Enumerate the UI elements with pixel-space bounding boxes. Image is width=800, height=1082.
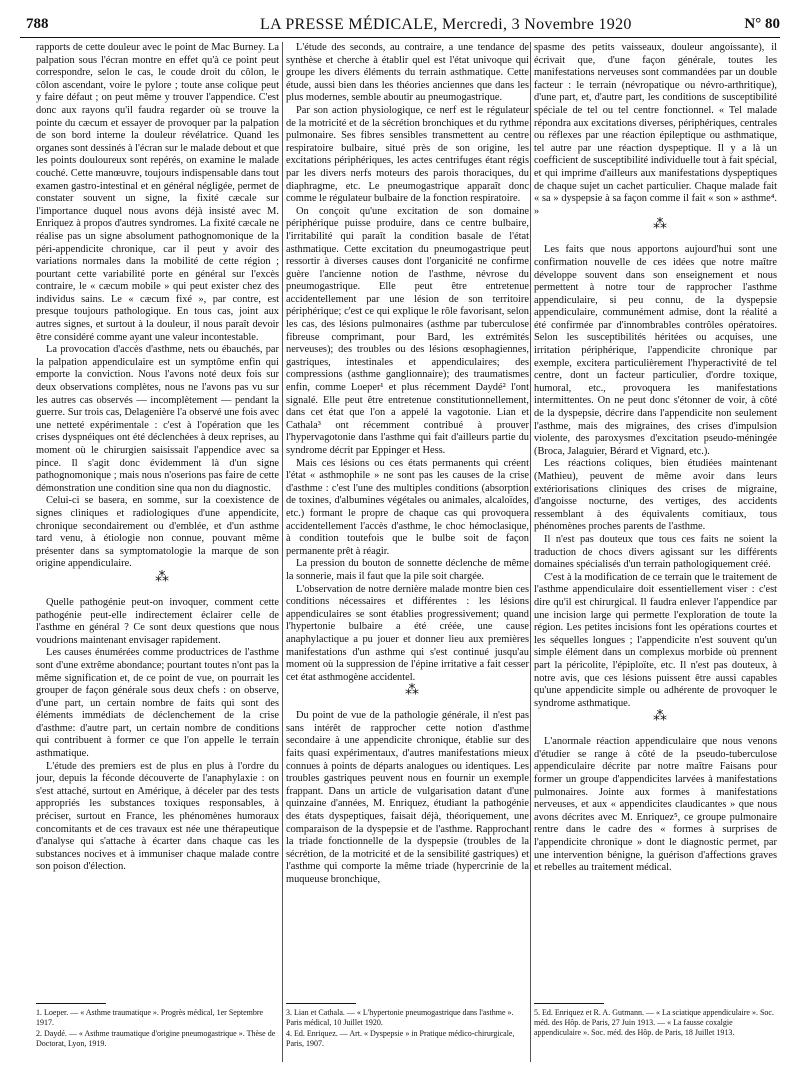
section-separator: ⁂: [653, 217, 668, 233]
column-divider: [282, 42, 283, 1062]
page-number: 788: [26, 16, 49, 32]
footnote: 2. Daydé. — « Asthme traumatique d'origine pneumogastrique ». Thèse de Doctorat, Lyon, 1919.: [36, 1029, 276, 1048]
column-2: [286, 42, 529, 990]
body-paragraph: L'anormale réaction appendiculaire que nous venons d'étudier se range à côté de la pseudo-tuberculose appendiculaire décrite par notre maître Faisans pour former un groupe d'appendicites larvées à manifestations pulmonaires. Jointe aux formes à manifestations nerveuses, et aux « appendicites claudicantes » que nous avons décrites avec M. Enriquez⁵, ce groupe pulmonaire rentre dans le cadre des « formes à surprises de l'appendicite chronique » dont le diagnostic permet, par une intervention bénigne, la guérison d'affections graves et rebelles au traitement médical.: [534, 736, 777, 874]
body-paragraph: Du point de vue de la pathologie générale, il n'est pas sans intérêt de rapprocher cette notion d'asthme secondaire à une appendicite chronique, établie sur des faits quasi expérimentaux, d'autres manifestations mieux connues à points de départs analogues ou identiques. Les troubles gastriques peuvent nous en fournir un exemple frappant. Dans un article de vulgarisation datant d'une quinzaine d'années, M. Enriquez, étudiant la pathogénie des états dyspeptiques, faisait déjà, théoriquement, une comparaison de la dyspepsie et de l'asthme. Rapprochant la triade fonctionnelle de la dyspepsie (troubles de la sécrétion, de la motricité et de la sensibilité gastriques) et l'asthme qui comporte la même triade (hypercrinie de la muqueuse bronchique,: [286, 710, 529, 885]
column-divider: [530, 42, 531, 1062]
footnote: 3. Lian et Cathala. — « L'hypertonie pneumogastrique dans l'asthme ». Paris médical, 10 Juillet 1920.: [286, 1008, 514, 1027]
footnote: 1. Loeper. — « Asthme traumatique ». Progrès médical, 1er Septembre 1917.: [36, 1008, 264, 1027]
body-paragraph: Les réactions coliques, bien étudiées maintenant (Mathieu), peuvent de même avoir dans leurs extériorisations cliniques des crises de migraine, d'angoisse nocturne, des vertiges, des accidents ressemblant à des équivalents comitiaux, tous phénomènes proches parents de l'asthme.: [534, 458, 777, 533]
footnotes-column-3: [534, 1008, 777, 1039]
footnote-rule: [534, 1003, 604, 1004]
page-header: [20, 14, 780, 38]
body-paragraph: L'étude des premiers est de plus en plus à l'ordre du jour, depuis la féconde découverte de l'anaphylaxie : on s'est attaché, surtout en Amérique, à déceler par des tests appropriés les substances toxiques responsables, à préciser, surtout en France, les phénomènes humoraux concomitants et de ces travaux est née une thérapeutique d'analyse qui s'attache à écarter dans chaque cas les substances nocives et à immuniser chaque malade contre son poison d'élection.: [36, 760, 279, 873]
issue-number: N° 80: [744, 16, 780, 32]
footnote: 4. Ed. Enriquez. — Art. « Dyspepsie » in Pratique médico-chirurgicale, Paris, 1907.: [286, 1029, 515, 1048]
body-paragraph: On conçoit qu'une excitation de son domaine périphérique puisse produire, dans ce centre bulbaire, l'irritabilité qui paraît la condition basale de l'état asthmatique. Cette excitation du pneumogastrique peut ressortir à diverses causes dont l'organicité ne confirme guère l'ancienne notion de l'asthme, névrose du pneumogastrique. Elle peut être entretenue accidentellement par une lésion de son territoire périphérique; c'est ce qui explique le rôle favorisant, selon les cas, des lésions pulmonaires (asthme par tuberculose fibreuse comprimant, pour Bard, les extrémités nerveuses); des troubles ou des lésions œsophagiennes, gastriques, intestinales et appendiculaires; des compressions (asthme ganglionnaire); des traumatismes enfin, comme Loeper¹ et plus récemment Daydé² l'ont signalé. Elle peut être entretenue constitutionnellement, dans cet état que l'on a appelé la vagotonie. Lian et Cathala³ ont récemment contribué à prouver l'hypervagotonie dans l'asthme qui fait d'ailleurs partie du syndrome décrit par Eppinger et Hess.: [286, 205, 529, 456]
body-paragraph: Par son action physiologique, ce nerf est le régulateur de la motricité et de la sécrétion bronchiques et du rythme pulmonaire. Ses fibres sensibles transmettent au centre respiratoire bulbaire, situé près de son origine, les excitations périphériques, les actes centrifuges étant régis par les divers nerfs moteurs des parois thoraciques, du diaphragme, etc. Le pneumogastrique apparaît donc comme le régulateur bulbaire de la fonction respiratoire.: [286, 104, 529, 205]
body-paragraph: C'est à la modification de ce terrain que le traitement de l'asthme appendiculaire doit essentiellement viser : c'est dire qu'il est chirurgical. Il faudra enlever l'appendice par une incision large qui permette l'exploration de toute la région. Les petites incisions font les opérations courtes et les séquelles longues ; l'appendicite n'est souvent qu'un simple élément dans un complexus morbide où prennent part la péricolite, l'épiploïte, etc. Il n'est pas douteux, à notre avis, que ces lésions puissent être aussi capables qu'une appendicite simple ou adhérente de provoquer le syndrome asthmatique.: [534, 571, 777, 709]
footnote: 5. Ed. Enriquez et R. A. Gutmann. — « La sciatique appendiculaire ». Soc. méd. des Hôp. de Paris, 27 Juin 1913. — « La fausse coxalgie appendiculaire ». Soc. méd. des Hôp. de Paris, 18 Juillet 1913.: [534, 1008, 774, 1037]
body-paragraph: Quelle pathogénie peut-on invoquer, comment cette pathogénie peut-elle indirectement éclairer celle de l'asthme en général ? Ce sont deux questions que nous voudrions maintenant envisager rapidement.: [36, 596, 279, 646]
body-paragraph: L'observation de notre dernière malade montre bien ces conditions nécessaires et différentes : les lésions appendiculaires se sont établies progressivement; quand l'hypertonie bulbaire a été créée, une cause anaphylactique a pu jouer et donner lieu aux premières manifestations d'un asthme qui s'est continué jusqu'au moment où la suppression de l'épine irritative a fait cesser cet état asthmogène accidentel.: [286, 583, 529, 683]
footnote-rule: [286, 1003, 356, 1004]
body-paragraph: Celui-ci se basera, en somme, sur la coexistence de signes cliniques et radiologiques d'une appendicite, chronique secondairement ou d'emblée, et d'un asthme tard venu, à étiologie non connue, pouvant même présenter dans sa symptomatologie la marque de son origine appendiculaire.: [36, 495, 279, 570]
body-paragraph: La provocation d'accès d'asthme, nets ou ébauchés, par la palpation appendiculaire est un symptôme enfin qui emporte la conviction. Nous l'avons noté deux fois sur deux observations complètes, nous ne l'avons pas vu sur les autres cas observés — incomplètement — pendant la guerre. Sur trois cas, Delagenière l'a observé une fois avec une netteté expérimentale : c'est à l'opération que les crises dyspnéiques ont été déclenchées à deux reprises, au moment où le chirurgien saisissait l'appendice avec sa pince. Il s'agit donc évidemment là d'un signe pathognomonique ; mais nous n'oserions pas faire de cette démonstration une condition sine qua non du diagnostic.: [36, 344, 279, 494]
footnotes-column-1: [36, 1008, 279, 1050]
section-separator: ⁂: [653, 709, 668, 725]
body-paragraph: La pression du bouton de sonnette déclenche de même la sonnerie, mais il faut que la pile soit chargée.: [286, 558, 529, 582]
body-paragraph: Les faits que nous apportons aujourd'hui sont une confirmation nouvelle de ces idées que notre maître développe souvent dans son enseignement et nous permettent à notre tour de rapprocher l'asthme appendiculaire, si peu connu, de la dyspepsie appendiculaire, communément admise, dont la réalité a été confirmée par d'innombrables contrôles opératoires. Selon les susceptibilités héritées ou acquises, une irritation périphérique, l'appendicite chronique par exemple, excitera particulièrement l'hyperactivité de tel centre, dont un facteur particulier, d'ordre toxique, humoral, etc., provoquera les manifestations intermittentes. On ne peut donc s'étonner de voir, à côté de la dyspepsie, décrire dans l'appendicite non seulement l'asthme, mais des migraines, des crises d'impulsion violente, des paroxysmes d'excitation pseudo-méningée (Broca, Jalaguier, Bérard et Vignard, etc.).: [534, 244, 777, 457]
body-paragraph: spasme des petits vaisseaux, douleur angoissante), il écrivait que, d'une façon générale, toutes les manifestations nerveuses sont commandées par un double facteur : le terrain (névropatique ou névro-arthritique), d'une part, et, d'autre part, les conditions de susceptibilité spéciale de tel ou tel centre fonctionnel. « Tel malade répondra aux excitations diverses, périphériques, centrales ou réflexes par une réaction épileptique ou asthmatique, tel autre par une réaction dyspeptique. Il y a là un coefficient de susceptibilité individuelle tout à fait spécial, et qui imprime d'ailleurs aux manifestations dyspeptiques de chaque sujet un cachet particulier. Chaque malade fait « sa » dyspepsie à sa façon comme il fait « son » asthme⁴. »: [534, 42, 777, 217]
body-paragraph: Mais ces lésions ou ces états permanents qui créent l'état « asthmophile » ne sont pas les causes de la crise d'asthme : c'est l'une des multiples conditions (absorption de toxines, d'albumines végétales ou animales, alcaloïdes, etc.) formant le propre de chaque cas qui provoquera accidentellement l'accès d'asthme, le choc hémoclasique, à condition toutefois que le bulbe soit de façon permanente prêt à réagir.: [286, 457, 529, 557]
body-paragraph: L'étude des seconds, au contraire, a une tendance de synthèse et cherche à établir quel est l'état univoque qui groupe les divers éléments du terrain asthmatique. Cette étude, aussi bien dans les théories anciennes que dans les plus modernes, semble aboutir au pneumogastrique.: [286, 42, 529, 104]
body-paragraph: Il n'est pas douteux que tous ces faits ne soient la traduction de chocs divers agissant sur les différents domaines spécialisés d'un terrain pathologiquement créé.: [534, 533, 777, 571]
section-separator: ⁂: [155, 569, 170, 585]
footnote-rule: [36, 1003, 106, 1004]
column-3: [534, 42, 777, 990]
section-separator: ⁂: [405, 683, 420, 699]
column-1: [36, 42, 279, 990]
journal-title: LA PRESSE MÉDICALE, Mercredi, 3 Novembre 1920: [260, 16, 632, 33]
body-paragraph: Les causes énumérées comme productrices de l'asthme sont d'une extrême abondance; pourtant toutes n'ont pas la même signification et, de ce point de vue, on pourrait les grouper de façon générale sous deux chefs : on observe, d'une part, un certain nombre de faits qui sont des éléments immédiats de déclenchement de la crise d'asthme: d'autre part, un certain nombre de conditions qui contribuent à former ce que l'on appelle le terrain asthmatique.: [36, 647, 279, 760]
body-paragraph: rapports de cette douleur avec le point de Mac Burney. La palpation sous l'écran montre en effet qu'à ce point peut correspondre, selon le cas, le coude droit du côlon, le côlon ascendant, voire le pylore ; toute anse colique peut y faire défaut ; on peut même y trouver l'appendice. C'est donc aux rayons qu'il faudra regarder où se trouve la pointe du cæcum et essayer de provoquer par la palpation de son bord interne la douleur révélatrice. Quand les organes sont dessinés à l'écran sur le malade debout et que les points douloureux sont repérés, on examine le malade couché. Cette manœuvre, toujours indispensable dans tout examen gastro-intestinal et en général négligée, permet de constater souvent un signe, la fixité cæcale sur l'importance duquel nous avons déjà insisté avec M. Enriquez à propos d'autres syndromes. La fixité cæcale ne réalise pas un signe absolument pathognomonique de la péri-appendicite chronique, car il peut y avoir des variations normales dans la mobilité de cette région ; pourtant cette variabilité porte en général sur l'excès contraire, le « cæcum mobile » qui peut exister chez des individus sains. Le « cæcum fixé », par contre, est presque toujours pathologique. En tous cas, joint aux autres signes, et surtout à la douleur, il nous paraît devoir être considéré comme ayant une valeur incontestable.: [36, 42, 279, 343]
footnotes-column-2: [286, 1008, 529, 1050]
